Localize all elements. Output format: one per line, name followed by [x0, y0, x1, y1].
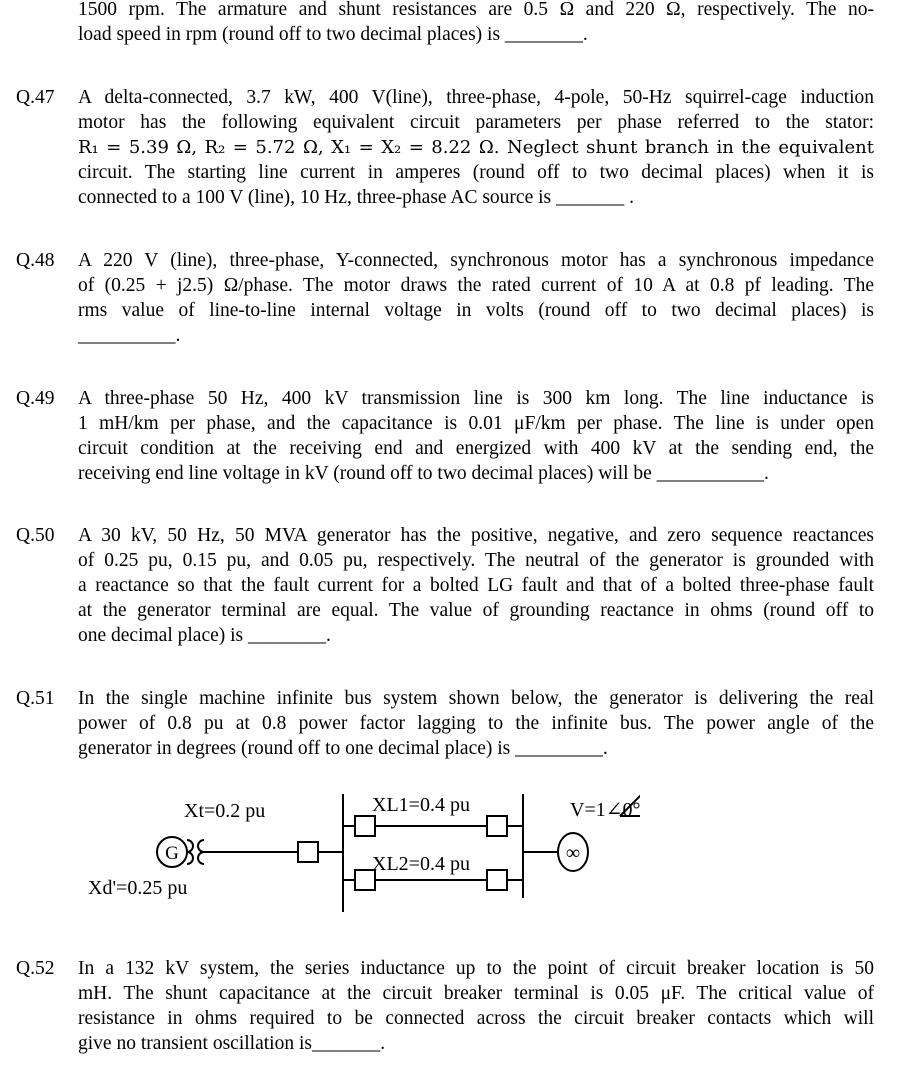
- question-number: Q.49: [16, 388, 55, 409]
- question-51: [16, 686, 874, 761]
- question-text-line: In a 132 kV system, the series inductance up to the point of circuit breaker location is 50: [78, 958, 874, 979]
- question-50: [16, 523, 874, 648]
- question-equation-line: R₁ = 5.39 Ω, R₂ = 5.72 Ω, X₁ = X₂ = 8.22 Ω. Neglect shunt branch in the equivalent: [78, 137, 874, 158]
- question-number: Q.52: [16, 958, 55, 979]
- question-46-continuation: [16, 0, 874, 47]
- question-text-line: 1 mH/km per phase, and the capacitance is 0.01 μF/km per phase. The line is under open: [78, 413, 874, 434]
- question-48: [16, 248, 874, 348]
- question-52: [16, 956, 874, 1056]
- question-text-line: of (0.25 + j2.5) Ω/phase. The motor draws the rated current of 10 A at 0.8 pf leading. The: [78, 275, 874, 296]
- question-47: [16, 85, 874, 210]
- question-text-line: circuit condition at the receiving end and energized with 400 kV at the sending end, the: [78, 438, 874, 459]
- transformer-symbol: [187, 840, 193, 864]
- answer-blank: __________.: [78, 325, 181, 346]
- question-text-line: In the single machine infinite bus system shown below, the generator is delivering the real: [78, 688, 874, 709]
- question-text-line: a reactance so that the fault current for a bolted LG fault and that of a bolted three-phase fault: [78, 575, 874, 596]
- line2-reactance-label: XL2=0.4 pu: [372, 853, 470, 875]
- circuit-breaker: [487, 870, 507, 890]
- circuit-breaker: [355, 816, 375, 836]
- question-text-line: one decimal place) is ________.: [78, 625, 331, 646]
- question-49: [16, 386, 874, 486]
- question-text-line: receiving end line voltage in kV (round off to two decimal places) will be ___________.: [78, 463, 769, 484]
- question-number: Q.51: [16, 688, 55, 709]
- question-text-line: A 220 V (line), three-phase, Y-connected, synchronous motor has a synchronous impedance: [78, 250, 874, 271]
- question-text-line: 1500 rpm. The armature and shunt resistances are 0.5 Ω and 220 Ω, respectively. The no-: [78, 0, 874, 20]
- question-text-line: rms value of line-to-line internal voltage in volts (round off to two decimal places) is: [78, 300, 874, 321]
- smib-circuit-diagram: [80, 786, 640, 916]
- line1-reactance-label: XL1=0.4 pu: [372, 794, 470, 816]
- infinite-symbol-label: ∞: [565, 842, 581, 864]
- question-number: Q.50: [16, 525, 55, 546]
- question-text-line: load speed in rpm (round off to two decimal places) is ________.: [78, 24, 588, 45]
- question-number: Q.47: [16, 87, 55, 108]
- question-text-line: mH. The shunt capacitance at the circuit breaker terminal is 0.05 μF. The critical value of: [78, 983, 874, 1004]
- question-number: Q.48: [16, 250, 55, 271]
- circuit-breaker: [487, 816, 507, 836]
- question-text-line: of 0.25 pu, 0.15 pu, and 0.05 pu, respectively. The neutral of the generator is grounded with: [78, 550, 874, 571]
- generator-label: G: [165, 843, 179, 864]
- question-text-line: A three-phase 50 Hz, 400 kV transmission line is 300 km long. The line inductance is: [78, 388, 874, 409]
- question-text-line: connected to a 100 V (line), 10 Hz, three-phase AC source is _______ .: [78, 187, 634, 208]
- question-text-line: generator in degrees (round off to one decimal place) is _________.: [78, 738, 608, 759]
- question-text-line: give no transient oscillation is_______.: [78, 1033, 386, 1054]
- question-text-line: circuit. The starting line current in amperes (round off to two decimal places) when it is: [78, 162, 874, 183]
- question-text-line: A delta-connected, 3.7 kW, 400 V(line), three-phase, 4-pole, 50-Hz squirrel-cage induction: [78, 87, 874, 108]
- question-text-line: motor has the following equivalent circuit parameters per phase referred to the stator:: [78, 112, 874, 133]
- question-text-line: resistance in ohms required to be connected across the circuit breaker contacts which will: [78, 1008, 874, 1029]
- transformer-reactance-label: Xt=0.2 pu: [184, 800, 266, 822]
- generator-reactance-label: Xd'=0.25 pu: [88, 877, 188, 899]
- circuit-breaker: [298, 842, 318, 862]
- question-text-line: power of 0.8 pu at 0.8 power factor lagging to the infinite bus. The power angle of the: [78, 713, 874, 734]
- infinite-bus-voltage-label: V=1∠0°: [570, 799, 640, 821]
- question-text-line: A 30 kV, 50 Hz, 50 MVA generator has the positive, negative, and zero sequence reactances: [78, 525, 874, 546]
- question-text-line: at the generator terminal are equal. The value of grounding reactance in ohms (round off to: [78, 600, 874, 621]
